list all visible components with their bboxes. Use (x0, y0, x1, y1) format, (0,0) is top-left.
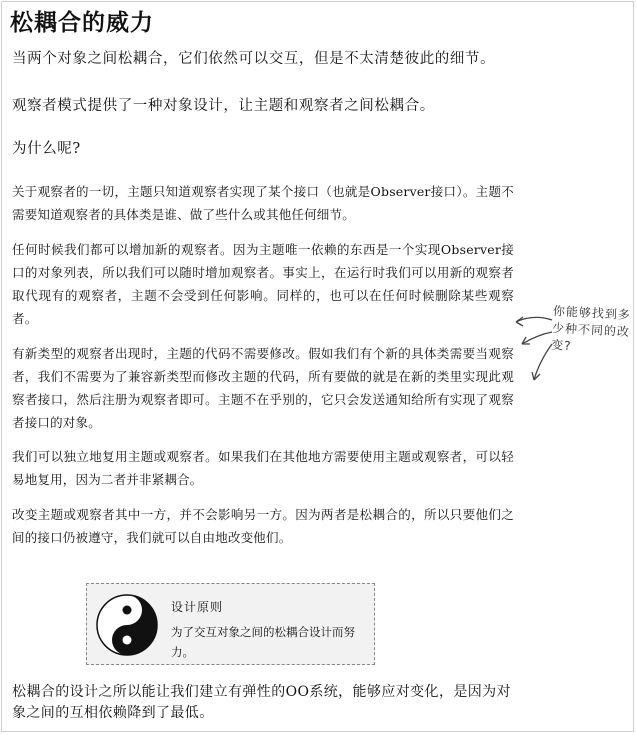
yin-yang-icon (95, 593, 159, 657)
side-note: 你能够找到多少种不同的改变? (550, 303, 632, 353)
intro-question: 为什么呢? (12, 141, 81, 157)
paragraph-reuse: 我们可以独立地复用主题或观察者。如果我们在其他地方需要使用主题或观察者，可以轻易地复用，因为二者并非紧耦合。 (12, 449, 514, 487)
paragraph-interface: 关于观察者的一切，主题只知道观察者实现了某个接口（也就是Observer接口）。主题不需要知道观察者的具体类是谁、做了些什么或其他任何细节。 (12, 184, 514, 222)
design-principle-box (86, 583, 375, 665)
paragraph-new-types: 有新类型的观察者出现时，主题的代码不需要修改。假如我们有个新的具体类需要当观察者，我们不需要为了兼容新类型而修改主题的代码，所有要做的就是在新的类里实现此观察者接口，然后注册为观察者即可。主题不在乎别的，它只会发送通知给所有实现了观察者接口的对象。 (12, 346, 514, 430)
page-title: 松耦合的威力 (10, 9, 154, 36)
intro-line-2: 观察者模式提供了一种对象设计，让主题和观察者之间松耦合。 (12, 98, 435, 114)
principle-heading: 设计原则 (171, 600, 224, 614)
paragraph-independent-change: 改变主题或观察者其中一方，并不会影响另一方。因为两者是松耦合的，所以只要他们之间的接口仍被遵守，我们就可以自由地改变他们。 (12, 507, 514, 545)
principle-text: 为了交互对象之间的松耦合设计而努力。 (171, 625, 355, 659)
intro-line-1: 当两个对象之间松耦合，它们依然可以交互，但是不太清楚彼此的细节。 (12, 51, 496, 67)
paragraph-add-observers: 任何时候我们都可以增加新的观察者。因为主题唯一依赖的东西是一个实现Observer接口的对象列表，所以我们可以随时增加观察者。事实上，在运行时我们可以用新的观察者取代现有的观察者，主题不会受到任何影响。同样的，也可以在任何时候删除某些观察者。 (12, 242, 514, 326)
conclusion-text: 松耦合的设计之所以能让我们建立有弹性的OO系统，能够应对变化，是因为对象之间的互相依赖降到了最低。 (12, 684, 511, 721)
